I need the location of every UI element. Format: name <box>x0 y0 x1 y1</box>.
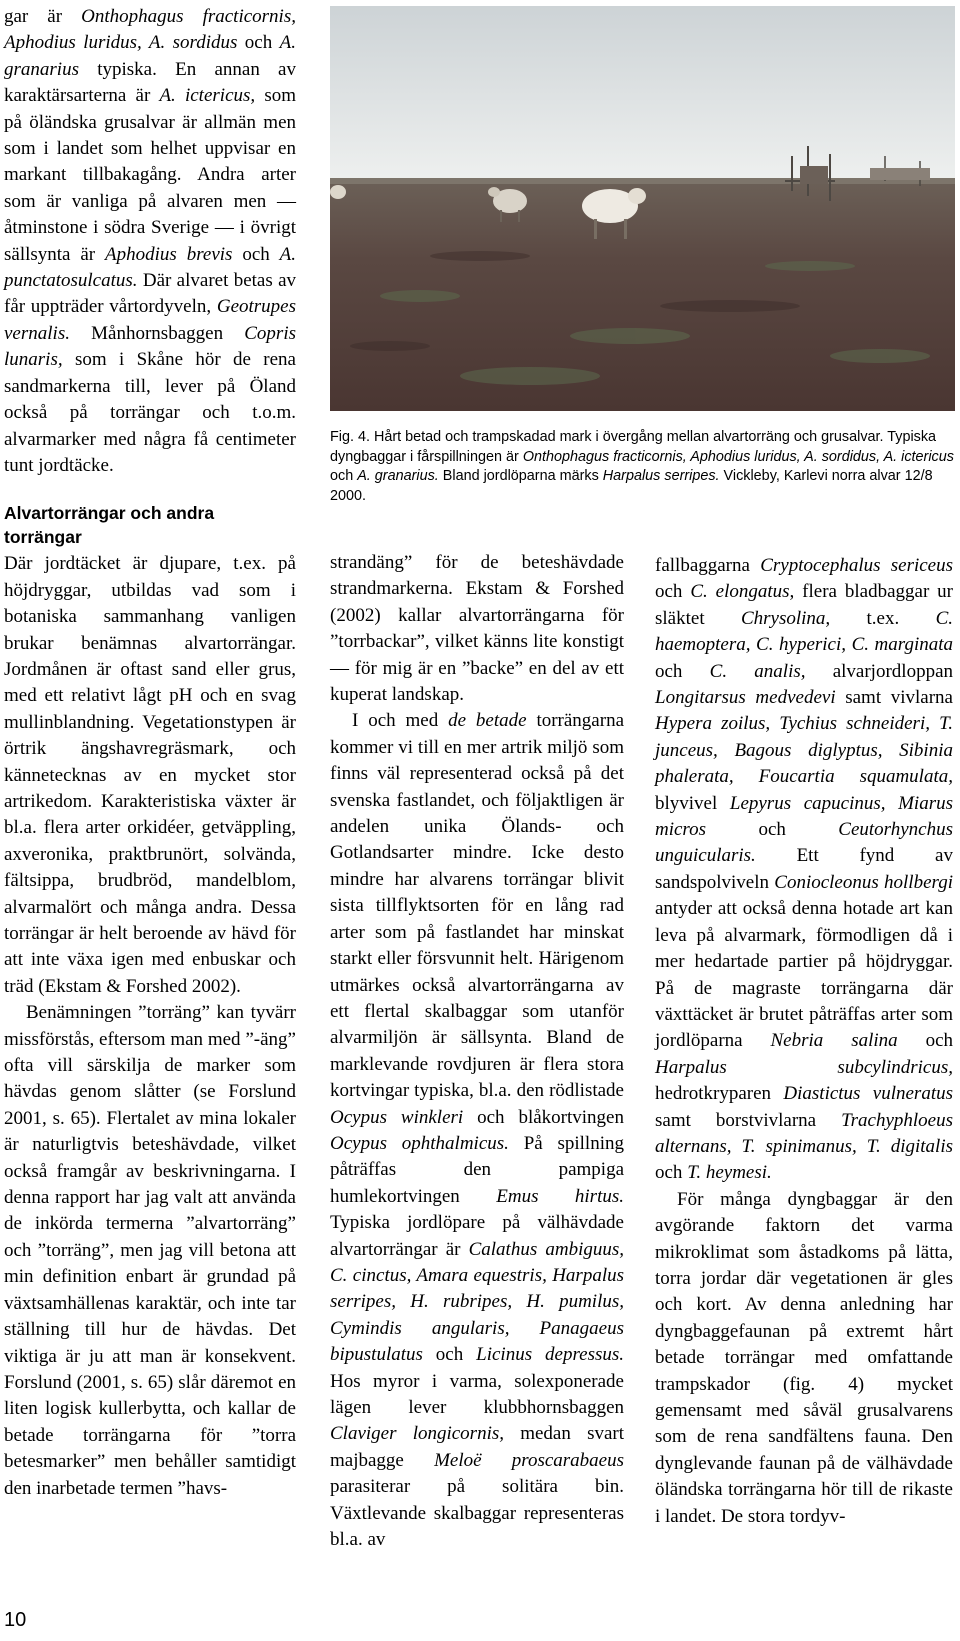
figure-caption: Fig. 4. Hårt betad och trampskadad mark i övergång mellan alvartorräng och grusalvar. Typiska dyngbaggar i fårspillningen är Onthophagus fracticornis, Aphodius luridus, A. sordidus, A. ictericus och A. granarius. Bland jordlöparna märks Harpalus serripes. Vickleby, Karlevi norra alvar 12/8 2000. <box>330 429 954 504</box>
figure-photo <box>330 6 955 411</box>
paragraph: gar är Onthophagus fracticornis, Aphodius luridus, A. sordidus och A. granarius typiska. En annan av karaktärsarterna är A. ictericus, som på öländska grusalvar är allmän men som i landet som helhet uppvisar en markant tillbakagång. Andra arter som är vanliga på alvaren men — åtminstone i södra Sverige — i övrigt sällsynta är Aphodius brevis och A. punctatosulcatus. Där alvaret betas av får uppträder vårtordyveln, Geotrupes vernalis. Månhornsbaggen Copris lunaris, som i Skåne hör de rena sandmarkerna till, lever på Öland också på torrängar och t.o.m. alvarmarker med några få centimeter tunt jordtäcke. <box>4 6 296 476</box>
paragraph: Där jordtäcket är djupare, t.ex. på höjdryggar, utbildas vad som i botaniska sammanhang vanligen brukar benämnas alvartorrängar. Jordmånen är oftast sand eller grus, med ett relativt lågt pH och en svag mullinblandning. Vegetationstypen är örtrik ängshavregräsmark, och kännetecknas av en mycket stor artrikedom. Karakteristiska växter är bl.a. flera arter orkidéer, getväppling, axveronika, praktbrunört, solvända, fältsippa, brudbröd, mandelblom, alvarmalört och många andra. Dessa torrängar är helt beroende av hävd för att inte växa igen med enbuskar och träd (Ekstam & Forshed 2002). <box>4 553 296 997</box>
paragraph: För många dyngbaggar är den avgörande faktorn det varma mikroklimat som åstadkoms på lätta, torra jordar där vegetationen är gles och kort. Av denna anledning har dyngbaggefaunan på extremt hårt betade torrängar med omfattande trampskador (fig. 4) mycket gemensamt med såväl grusalvarens som de rena sandfältens fauna. Den dynglevande faunan på de välhävdade öländska torrängarna hör till de rikaste i landet. De stora tordyv- <box>655 1188 953 1527</box>
text-column-2 <box>330 550 624 1553</box>
text-column-1 <box>4 4 296 1502</box>
sheep-on-pasture-photo <box>330 6 955 411</box>
paragraph: I och med de betade torrängarna kommer vi till en mer artrik miljö som finns väl representerad också på det svenska fastlandet, och följaktligen är andelen unika Ölands- och Gotlandsarter mindre. Icke desto mindre har alvarens torrängar blivit sista tillflyktsorten för en lång rad arter som på fastlandet har minskat starkt eller försvunnit helt. Härigenom utmärkes också alvartorrängarna av ett flertal skalbaggar som utanför alvarmiljön är sällsynta. Bland de marklevande rovdjuren är flera stora kortvingar typiska, bl.a. den rödlistade Ocypus winkleri och blåkortvingen Ocypus ophthalmicus. På spillning påträffas den pampiga humlekortvingen Emus hirtus. Typiska jordlöpare på välhävdade alvartorrängar är Calathus ambiguus, C. cinctus, Amara equestris, Harpalus serripes, H. rubripes, H. pumilus, Cymindis angularis, Panagaeus bipustulatus och Licinus depressus. Hos myror i varma, solexponerade lägen lever klubbhornsbaggen Claviger longicornis, medan svart majbagge Meloë proscarabaeus parasiterar på solitära bin. Växtlevande skalbaggar representeras bl.a. av <box>330 710 624 1551</box>
paragraph: fallbaggarna Cryptocephalus sericeus och C. elongatus, flera bladbaggar ur släktet Chrysolina, t.ex. C. haemoptera, C. hyperici, C. marginata och C. analis, alvarjordloppan Longitarsus medvedevi samt vivlarna Hypera zoilus, Tychius schneideri, T. junceus, Bagous diglyptus, Sibinia phalerata, Foucartia squamulata, blyvivel Lepyrus capucinus, Miarus micros och Ceutorhynchus unguicularis. Ett fynd av sandspolviveln Coniocleonus hollbergi antyder att också denna hotade art kan leva på alvarmark, förmodligen då i mer hedartade partier på höjdryggar. På de magraste torrängarna där växttäcket är brutet påträffas arter som jordlöparna Nebria salina och Harpalus subcylindricus, hedrotkryparen Diastictus vulneratus samt borstvivlarna Trachyphloeus alternans, T. spinimanus, T. digitalis och T. heymesi. <box>655 555 954 1184</box>
sheep-far-left <box>330 185 346 199</box>
page-number: 10 <box>4 1609 27 1631</box>
paragraph: strandäng” för de beteshävdade strandmarkerna. Ekstam & Forshed (2002) kallar alvartorrängarna för ”torrbackar”, vilket känns lite konstigt — för mig är en ”backe” en del av ett kuperat landskap. <box>330 552 624 706</box>
section-heading: Alvartorrängar och andra torrängar <box>4 503 215 548</box>
paragraph: Benämningen ”torräng” kan tyvärr missförstås, eftersom man med ”-äng” ofta vill särskilja de marker som hävdas genom slåtter (se Forslund 2001, s. 65). Flertalet av mina lokaler är naturligtvis beteshävdade, vilket också framgår av beskrivningarna. I denna rapport har jag valt att använda de inkörda termerna ”alvartorräng” och ”torräng”, men jag vill betona att min definition enbart är grundad på växtsamhällenas karaktär, och inte tar ställning till hur de hävdas. Det viktiga är ju att man är konsekvent. Forslund (2001, s. 65) slår däremot en liten logisk kullerbytta, och kallar de betade torrängarna för ”torra betesmarker” men behåller samtidigt den inarbetade termen ”havs- <box>4 1002 296 1499</box>
text-column-3 <box>655 553 953 1530</box>
